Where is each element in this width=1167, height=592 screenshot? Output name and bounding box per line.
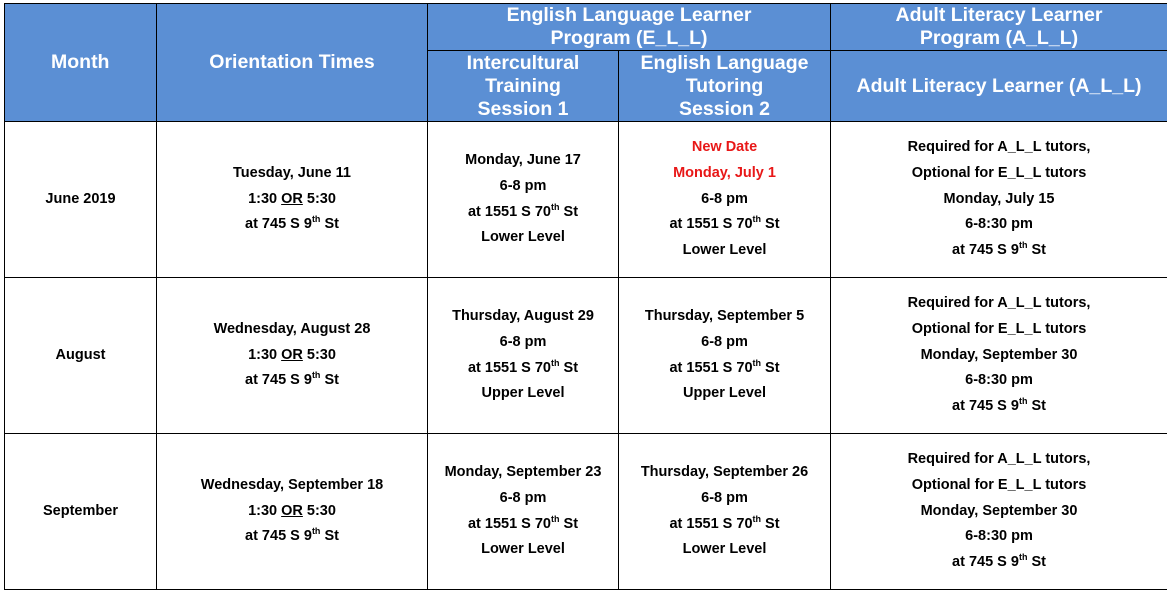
header-all-program: Adult Literacy Learner Program (A_L_L)	[831, 4, 1167, 51]
header-all-session: Adult Literacy Learner (A_L_L)	[831, 51, 1167, 122]
header-month: Month	[5, 4, 157, 122]
header-ell-session-1: Intercultural Training Session 1	[428, 51, 619, 122]
month-cell: August	[5, 278, 157, 434]
all-session-cell: Required for A_L_L tutors, Optional for E_L_L tutors Monday, July 15 6-8:30 pm at 745 S 9th St	[831, 122, 1167, 278]
orientation-cell: Tuesday, June 11 1:30 OR 5:30 at 745 S 9th St	[157, 122, 428, 278]
header-row-1	[5, 4, 1167, 51]
session2-cell: Thursday, September 26 6-8 pm at 1551 S 70th St Lower Level	[619, 434, 831, 590]
table-row	[5, 434, 1167, 590]
all-session-cell: Required for A_L_L tutors, Optional for E_L_L tutors Monday, September 30 6-8:30 pm at 745 S 9th St	[831, 278, 1167, 434]
new-date-value: Monday, July 1	[673, 164, 776, 181]
table-row	[5, 278, 1167, 434]
session2-cell: Thursday, September 5 6-8 pm at 1551 S 70th St Upper Level	[619, 278, 831, 434]
session2-cell: New Date Monday, July 1 6-8 pm at 1551 S 70th St Lower Level	[619, 122, 831, 278]
new-date-notice: New Date	[691, 139, 758, 156]
header-ell-program: English Language Learner Program (E_L_L)	[428, 4, 831, 51]
header-orientation-times: Orientation Times	[157, 4, 428, 122]
month-cell: September	[5, 434, 157, 590]
month-cell: June 2019	[5, 122, 157, 278]
session1-cell: Monday, June 17 6-8 pm at 1551 S 70th St Lower Level	[428, 122, 619, 278]
table-row	[5, 122, 1167, 278]
orientation-schedule-table	[4, 3, 1167, 590]
orientation-cell: Wednesday, August 28 1:30 OR 5:30 at 745 S 9th St	[157, 278, 428, 434]
orientation-cell: Wednesday, September 18 1:30 OR 5:30 at 745 S 9th St	[157, 434, 428, 590]
all-session-cell: Required for A_L_L tutors, Optional for E_L_L tutors Monday, September 30 6-8:30 pm at 745 S 9th St	[831, 434, 1167, 590]
session1-cell: Thursday, August 29 6-8 pm at 1551 S 70th St Upper Level	[428, 278, 619, 434]
header-ell-session-2: English Language Tutoring Session 2	[619, 51, 831, 122]
session1-cell: Monday, September 23 6-8 pm at 1551 S 70th St Lower Level	[428, 434, 619, 590]
